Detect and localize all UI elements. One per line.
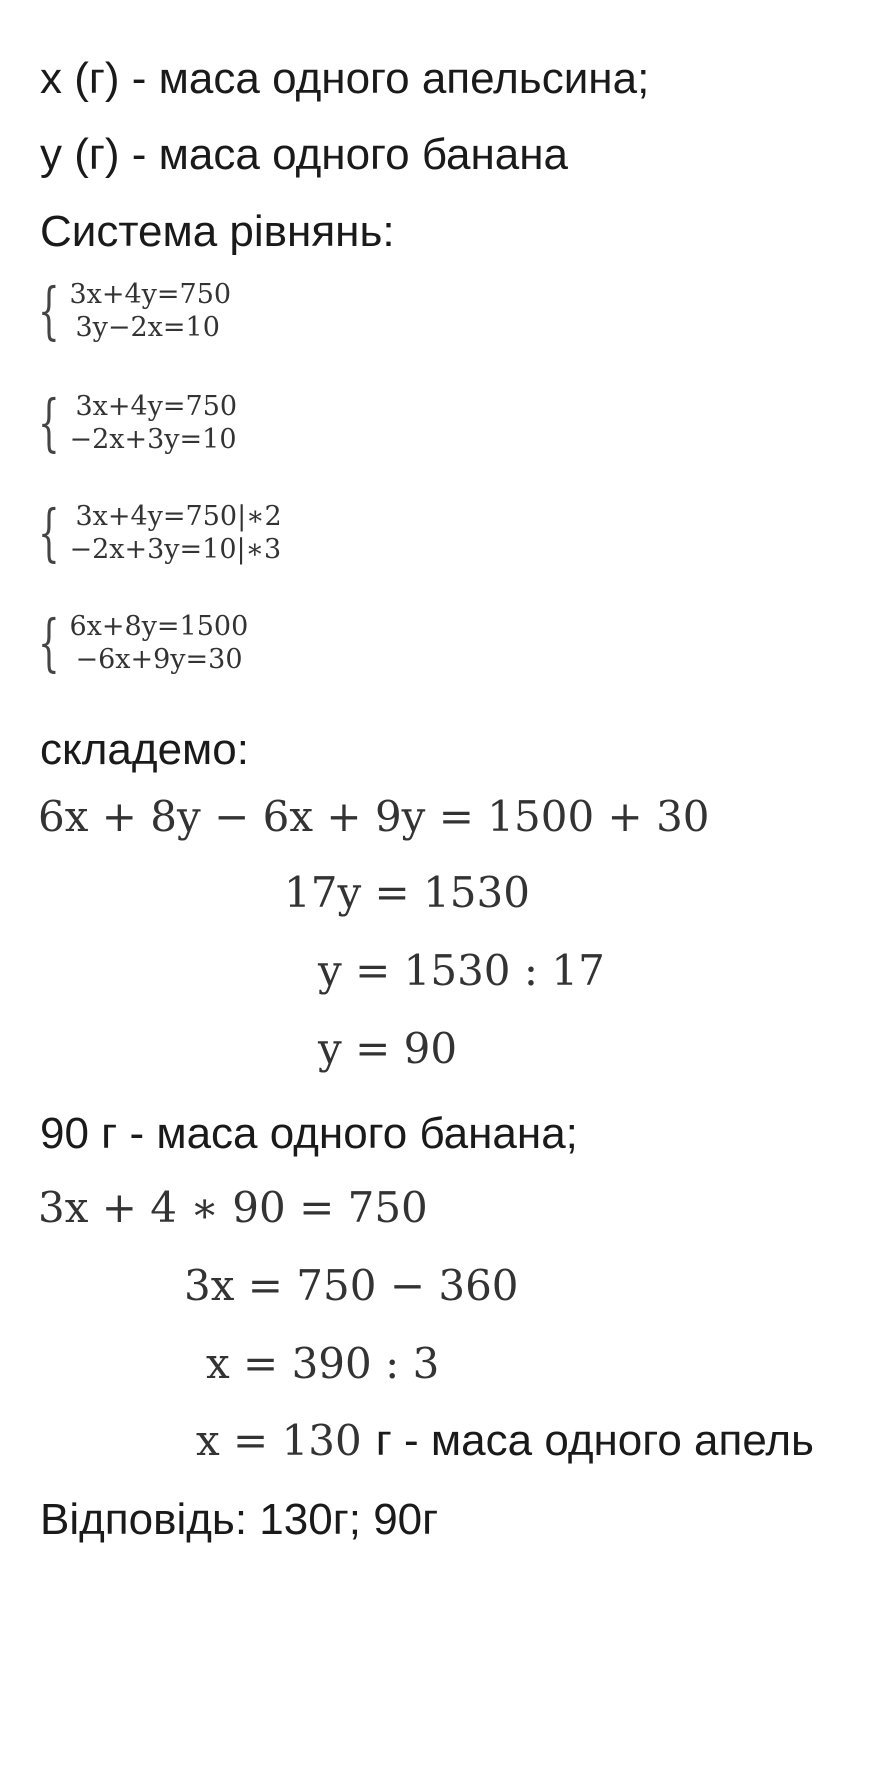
system-row: 3x+4y=750 xyxy=(75,391,238,422)
brace-icon: { xyxy=(38,386,60,459)
system-row: 3x+4y=750|∗2 xyxy=(75,501,282,532)
system-row: −2x+3y=10 xyxy=(69,424,237,455)
system-row: 6x+8y=1500 xyxy=(69,611,249,642)
equation-3x: 3x = 750 − 360 xyxy=(184,1261,519,1310)
equation-system-2 xyxy=(38,386,238,459)
definition-y: y (г) - маса одного банана xyxy=(40,130,569,179)
system-title: Система рівнянь: xyxy=(40,207,395,256)
answer-line: Відповідь: 130г; 90г xyxy=(40,1495,439,1544)
brace-icon: { xyxy=(38,274,60,347)
equation-y-division: y = 1530 : 17 xyxy=(318,946,605,995)
brace-icon: { xyxy=(38,496,60,569)
orange-mass-text: г - маса одного апель xyxy=(375,1416,814,1465)
system-row: −2x+3y=10|∗3 xyxy=(69,534,282,565)
equation-y-result: y = 90 xyxy=(318,1024,458,1073)
definition-x: x (г) - маса одного апельсина; xyxy=(40,54,650,103)
equation-system-4 xyxy=(38,606,249,679)
system-row: 3y−2x=10 xyxy=(75,312,220,343)
equation-sum: 6x + 8y − 6x + 9y = 1500 + 30 xyxy=(38,792,710,841)
add-label: складемо: xyxy=(40,725,249,774)
equation-x-division: x = 390 : 3 xyxy=(206,1339,440,1388)
orange-mass-line xyxy=(196,1416,814,1465)
system-row: −6x+9y=30 xyxy=(75,644,243,675)
brace-icon: { xyxy=(38,606,60,679)
equation-system-3 xyxy=(38,496,282,569)
equation-substitution: 3x + 4 ∗ 90 = 750 xyxy=(38,1183,428,1232)
equation-system-1 xyxy=(38,274,232,347)
banana-mass-line: 90 г - маса одного банана; xyxy=(40,1109,578,1158)
equation-x-result: x = 130 xyxy=(196,1416,362,1465)
system-row: 3x+4y=750 xyxy=(69,279,232,310)
equation-17y: 17y = 1530 xyxy=(284,868,530,917)
